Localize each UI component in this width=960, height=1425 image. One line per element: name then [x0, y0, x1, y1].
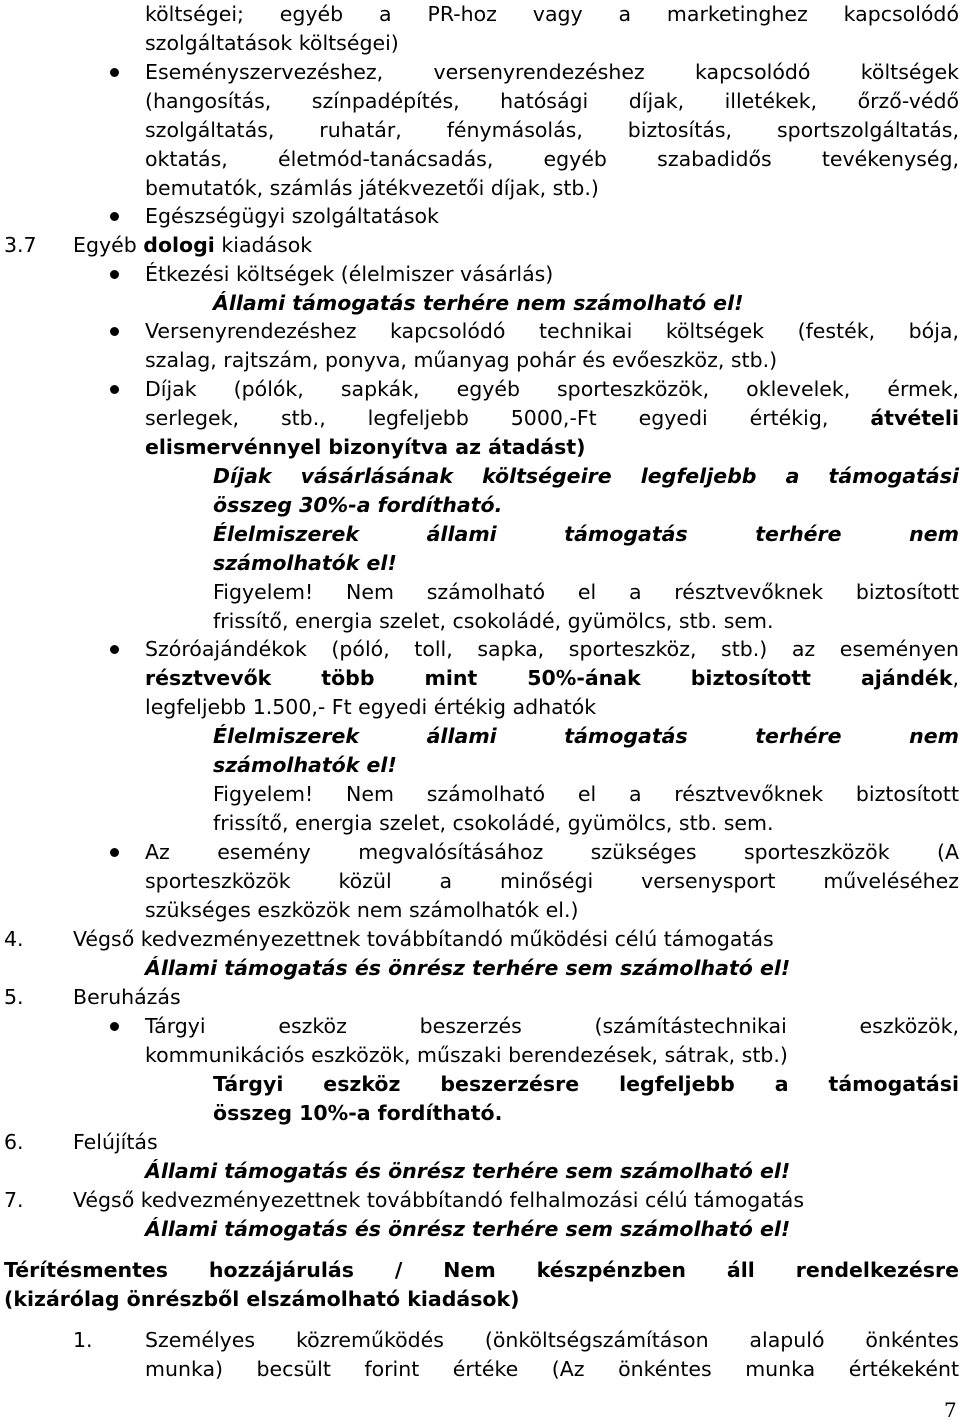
text-line: szolgáltatások költségei) — [145, 31, 399, 55]
bullet-icon — [110, 1022, 119, 1031]
text-line: legfeljebb 1.500,- Ft egyedi értékig adhatók — [145, 695, 597, 719]
note-line: összeg 30%-a fordítható. — [213, 493, 503, 517]
text-segment: , — [952, 666, 959, 690]
text-line — [145, 404, 959, 433]
text-line: frissítő, energia szelet, csokoládé, gyümölcs, stb. sem. — [213, 609, 774, 633]
text-line: bemutatók, számlás játékvezetői díjak, stb.) — [145, 176, 599, 200]
text-line: szalag, rajtszám, ponyva, műanyag pohár és evőeszköz, stb.) — [145, 348, 778, 372]
text-line: Az esemény megvalósításához szükséges sporteszközök (A — [145, 840, 959, 864]
text-line: Versenyrendezéshez kapcsolódó technikai költségek (festék, bója, — [145, 319, 959, 343]
text-line: frissítő, energia szelet, csokoládé, gyümölcs, stb. sem. — [213, 811, 774, 835]
bold-heading-line: Térítésmentes hozzájárulás / Nem készpénzben áll rendelkezésre — [4, 1258, 959, 1282]
heading-text: Egyéb — [73, 233, 137, 257]
section-number: 4. — [4, 927, 24, 951]
text-line: Díjak (pólók, sapkák, egyéb sporteszközök, oklevelek, érmek, — [145, 377, 959, 401]
text-line: Étkezési költségek (élelmiszer vásárlás) — [145, 262, 554, 286]
text-line: Tárgyi eszköz beszerzés (számítástechnikai eszközök, — [145, 1014, 959, 1038]
note-line: Élelmiszerek állami támogatás terhére nem — [213, 522, 959, 546]
section-heading: Végső kedvezményezettnek továbbítandó felhalmozási célú támogatás — [73, 1188, 805, 1212]
section-number: 6. — [4, 1130, 24, 1154]
note-line: Állami támogatás terhére nem számolható el! — [213, 291, 744, 315]
text-line: munka) becsült forint értéke (Az önkéntes munka értékeként — [145, 1357, 959, 1381]
text-line: (hangosítás, színpadépítés, hatósági díjak, illetékek, őrző-védő — [145, 89, 959, 113]
text-line: költségei; egyéb a PR-hoz vagy a marketinghez kapcsolódó — [145, 2, 959, 26]
text-line: oktatás, életmód-tanácsadás, egyéb szabadidős tevékenység, — [145, 147, 959, 171]
text-line: sporteszközök közül a minőségi versenysport műveléséhez — [145, 869, 959, 893]
text-line — [145, 664, 959, 693]
section-number: 5. — [4, 985, 24, 1009]
note-line: Állami támogatás és önrész terhére sem számolható el! — [145, 1217, 791, 1241]
bullet-icon — [110, 385, 119, 394]
bold-note-line: Tárgyi eszköz beszerzésre legfeljebb a támogatási — [213, 1072, 959, 1096]
bold-text-line: elismervénnyel bizonyítva az átadást) — [145, 435, 586, 459]
text-line: Egészségügyi szolgáltatások — [145, 204, 439, 228]
bold-note-line: összeg 10%-a fordítható. — [213, 1101, 503, 1125]
text-line: Figyelem! Nem számolható el a résztvevőknek biztosított — [213, 782, 959, 806]
bullet-icon — [110, 270, 119, 279]
bold-text-segment: résztvevők több mint 50%-ának biztosított ajándék — [145, 666, 953, 690]
section-heading — [73, 231, 312, 260]
bullet-icon — [110, 645, 119, 654]
note-line: számolhatók el! — [213, 551, 397, 575]
text-line: Figyelem! Nem számolható el a résztvevőknek biztosított — [213, 580, 959, 604]
heading-text: kiadások — [221, 233, 313, 257]
text-line: Szóróajándékok (póló, toll, sapka, sporteszköz, stb.) az eseményen — [145, 637, 959, 661]
bold-heading-line: (kizárólag önrészből elszámolható kiadások) — [4, 1287, 520, 1311]
text-line: Személyes közreműködés (önköltségszámításon alapuló önkéntes — [145, 1328, 959, 1352]
section-number: 3.7 — [4, 233, 37, 257]
text-line: szükséges eszközök nem számolhatók el.) — [145, 898, 579, 922]
bullet-icon — [110, 327, 119, 336]
section-heading: Beruházás — [73, 985, 181, 1009]
bullet-icon — [110, 68, 119, 77]
section-heading: Felújítás — [73, 1130, 158, 1154]
bullet-icon — [110, 212, 119, 221]
note-line: Élelmiszerek állami támogatás terhére nem — [213, 724, 959, 748]
bold-text-segment: átvételi — [870, 406, 959, 430]
text-line: kommunikációs eszközök, műszaki berendezések, sátrak, stb.) — [145, 1043, 788, 1067]
page-number: 7 — [944, 1398, 957, 1422]
note-line: Állami támogatás és önrész terhére sem számolható el! — [145, 956, 791, 980]
note-line: Díjak vásárlásának költségeire legfeljebb a támogatási — [213, 464, 959, 488]
text-line: szolgáltatás, ruhatár, fénymásolás, biztosítás, sportszolgáltatás, — [145, 118, 959, 142]
text-line: Eseményszervezéshez, versenyrendezéshez kapcsolódó költségek — [145, 60, 959, 84]
section-heading: Végső kedvezményezettnek továbbítandó működési célú támogatás — [73, 927, 774, 951]
note-line: Állami támogatás és önrész terhére sem számolható el! — [145, 1159, 791, 1183]
bullet-icon — [110, 848, 119, 857]
list-number: 1. — [73, 1328, 93, 1352]
section-number: 7. — [4, 1188, 24, 1212]
text-segment: serlegek, stb., legfeljebb 5000,-Ft egyedi értékig, — [145, 406, 829, 430]
heading-bold-text: dologi — [143, 233, 215, 257]
note-line: számolhatók el! — [213, 753, 397, 777]
